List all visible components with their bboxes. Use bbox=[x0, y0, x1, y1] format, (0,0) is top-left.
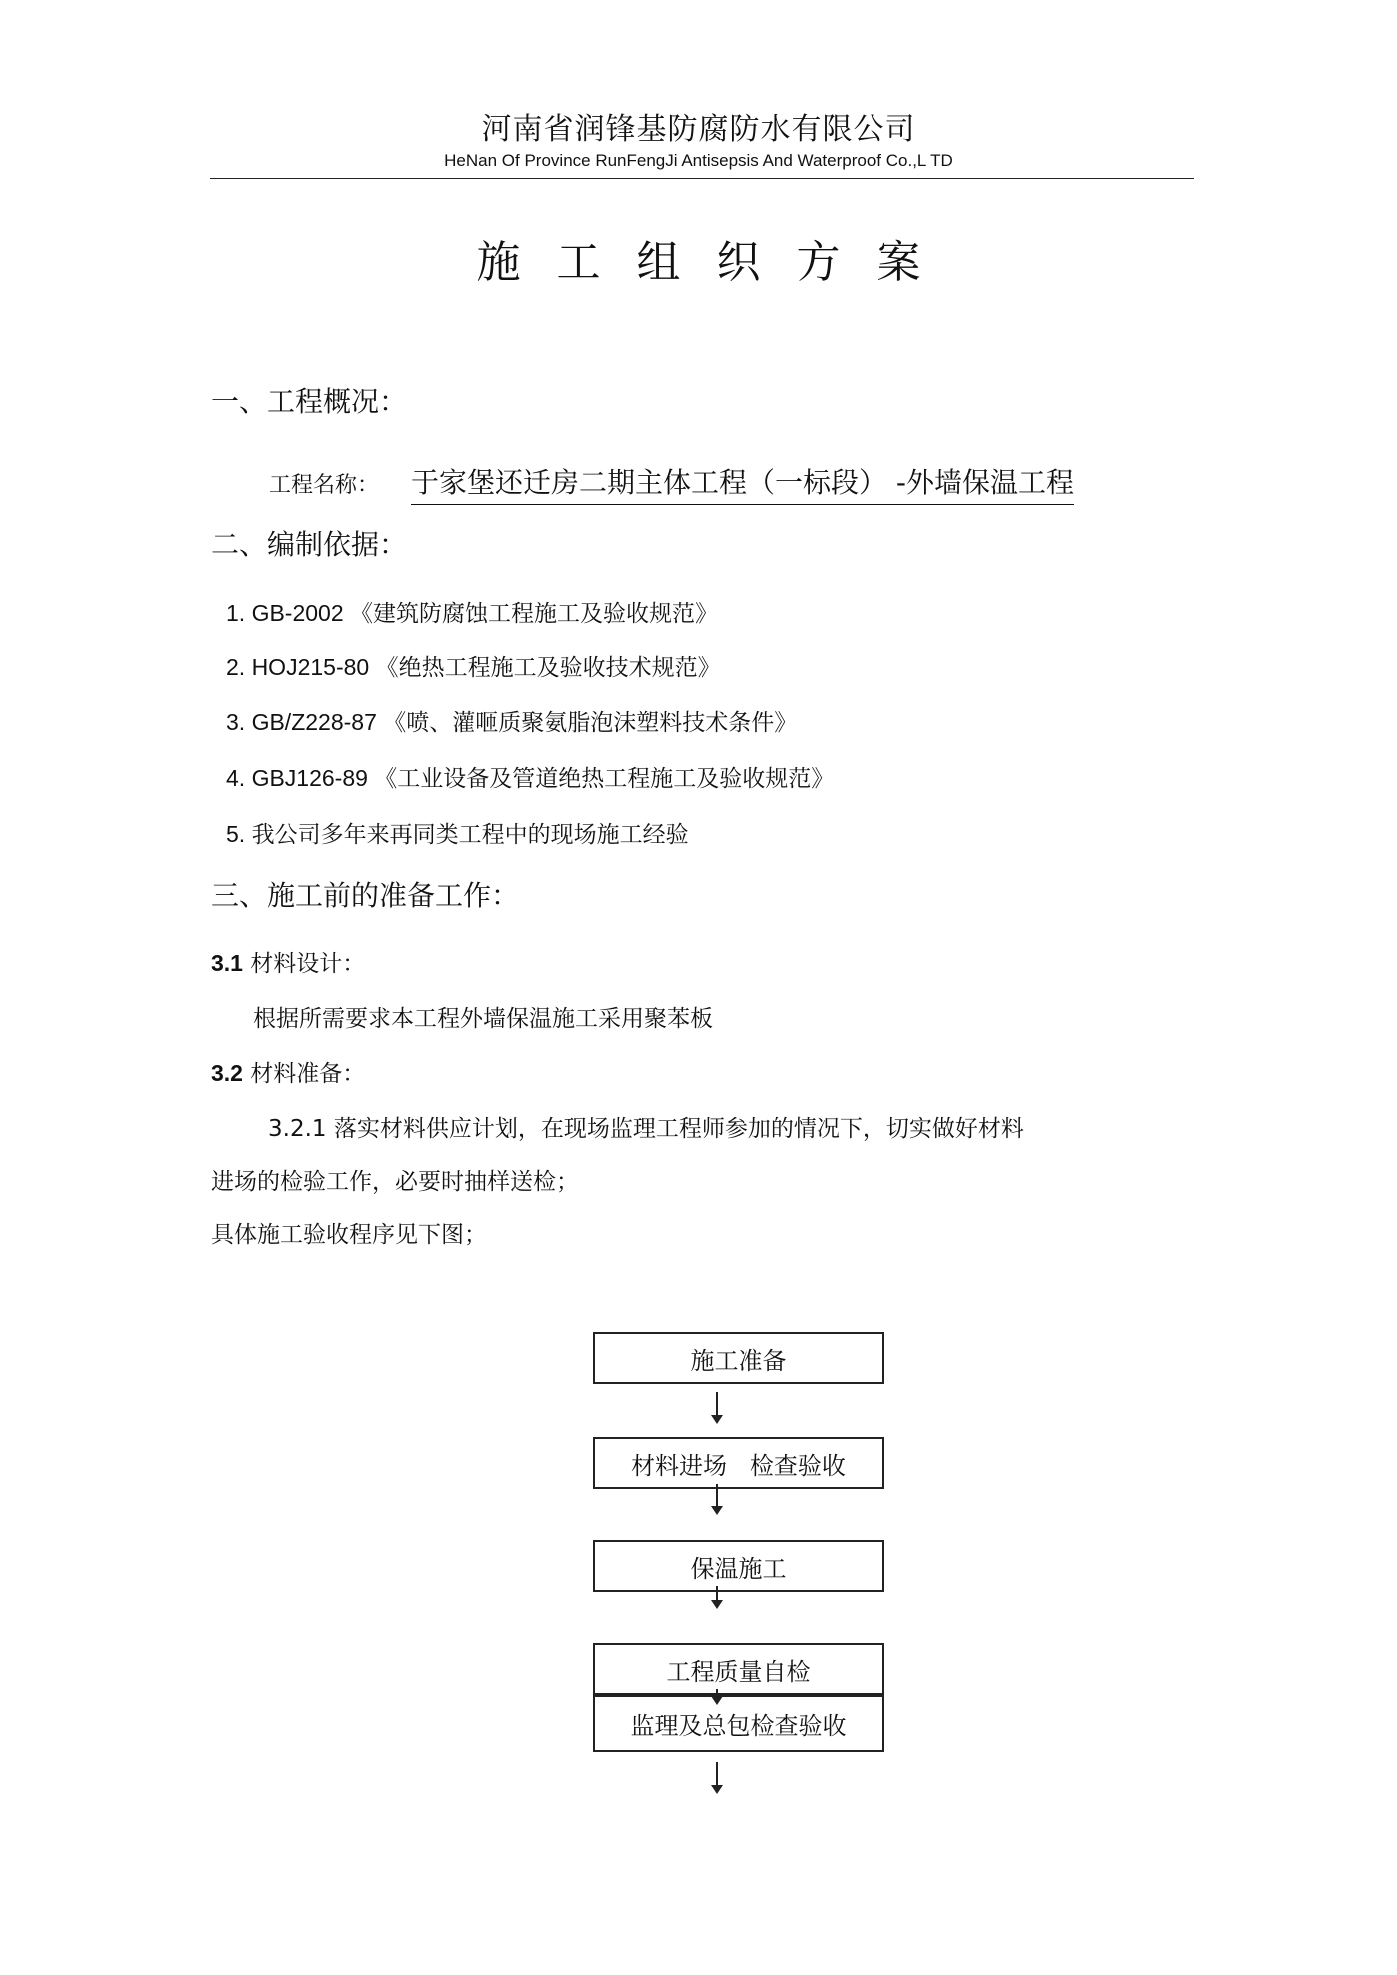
flowchart-intro: 具体施工验收程序见下图； bbox=[211, 1222, 487, 1248]
company-name-en: HeNan Of Province RunFengJi Antisepsis And Waterproof Co.,L TD bbox=[444, 151, 953, 170]
flow-arrow bbox=[716, 1484, 718, 1513]
section3-heading: 三、施工前的准备工作： bbox=[211, 879, 520, 912]
section1-heading: 一、工程概况： bbox=[211, 385, 408, 418]
subsection-title: 材料准备： bbox=[250, 1061, 366, 1087]
reference-item: 4. GBJ126-89 《工业设备及管道绝热工程施工及验收规范》 bbox=[226, 765, 835, 791]
header-divider bbox=[210, 178, 1194, 179]
project-name-value: 于家堡还迁房二期主体工程（一标段） -外墙保温工程 bbox=[411, 461, 1074, 505]
paragraph-3-2-1-line2: 进场的检验工作，必要时抽样送检； bbox=[211, 1169, 579, 1195]
flow-step-insulation-work: 保温施工 bbox=[593, 1540, 884, 1592]
flow-arrow bbox=[716, 1689, 718, 1703]
paragraph-3-2-1-line1: 3.2.1 落实材料供应计划，在现场监理工程师参加的情况下，切实做好材料 bbox=[268, 1116, 1024, 1142]
flow-arrow bbox=[716, 1762, 718, 1792]
material-design-text: 根据所需要求本工程外墙保温施工采用聚苯板 bbox=[253, 1006, 713, 1032]
flow-step-supervisor-acceptance: 监理及总包检查验收 bbox=[593, 1695, 884, 1752]
subsection-3-1 bbox=[211, 945, 365, 978]
flow-step-material-inspection: 材料进场 检查验收 bbox=[593, 1437, 884, 1489]
reference-item: 1. GB-2002 《建筑防腐蚀工程施工及验收规范》 bbox=[226, 600, 719, 626]
flow-arrow bbox=[716, 1586, 718, 1607]
flow-step-construction-prep: 施工准备 bbox=[593, 1332, 884, 1384]
document-title: 施工组织方案 bbox=[476, 237, 957, 288]
subsection-3-2 bbox=[211, 1055, 365, 1088]
subsection-number: 3.2 bbox=[211, 1060, 243, 1086]
subsection-number: 3.1 bbox=[211, 950, 243, 976]
section2-heading: 二、编制依据： bbox=[211, 528, 408, 561]
reference-item: 2. HOJ215-80 《绝热工程施工及验收技术规范》 bbox=[226, 654, 721, 680]
project-name-label: 工程名称： bbox=[269, 473, 380, 498]
flow-arrow bbox=[716, 1392, 718, 1422]
company-name-cn: 河南省润锋基防腐防水有限公司 bbox=[481, 112, 916, 147]
subsection-title: 材料设计： bbox=[250, 951, 366, 977]
reference-item: 5. 我公司多年来再同类工程中的现场施工经验 bbox=[226, 821, 689, 847]
flow-step-quality-self-check: 工程质量自检 bbox=[593, 1643, 884, 1695]
reference-item: 3. GB/Z228-87 《喷、灌咂质聚氨脂泡沫塑料技术条件》 bbox=[226, 709, 798, 735]
